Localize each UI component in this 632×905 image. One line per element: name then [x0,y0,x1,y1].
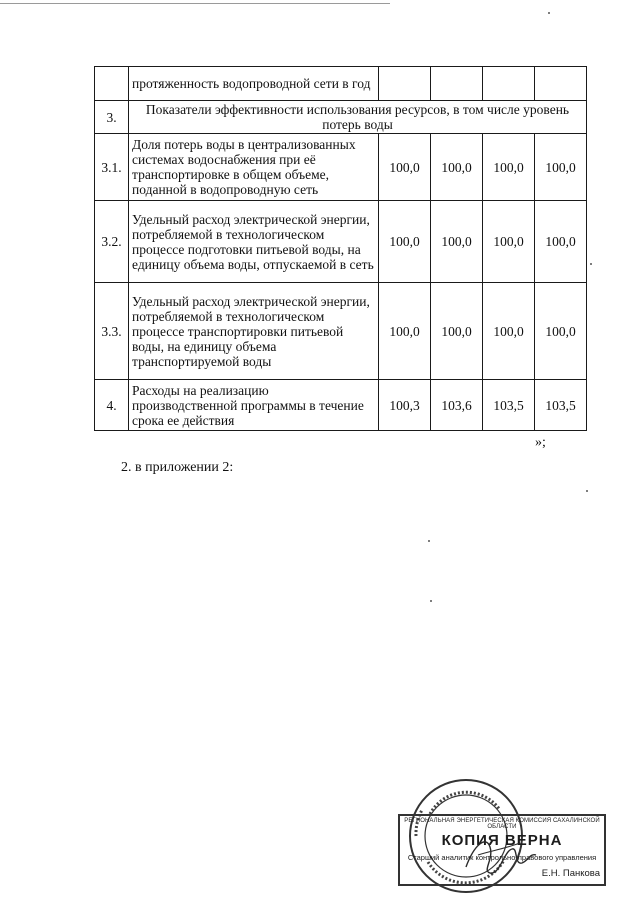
row-value: 100,0 [379,201,431,283]
row-number: 3.1. [95,134,129,201]
stamp-person: Е.Н. Панкова [541,868,600,879]
row-value: 100,0 [379,134,431,201]
stamp-organization: РЕГИОНАЛЬНАЯ ЭНЕРГЕТИЧЕСКАЯ КОМИССИЯ САХАЛИНСКОЙ ОБЛАСТИ [404,818,600,830]
row-value: 100,0 [535,283,587,380]
row-value: 100,0 [483,134,535,201]
row-value: 103,6 [431,380,483,431]
row-description: Доля потерь воды в централизованных системах водоснабжения при её транспортировке в общем объеме, поданной в водопроводную сеть [129,134,379,201]
scan-speck [590,263,592,265]
stamp-title: КОПИЯ ВЕРНА [441,832,563,849]
signature-icon [460,825,540,885]
scan-speck [428,540,430,542]
row-number: 3. [95,101,129,134]
row-value: 100,0 [431,283,483,380]
row-description: Удельный расход электрической энергии, потребляемой в технологическом процессе подготовки питьевой воды, на единицу объема воды, отпускаемой в сеть [129,201,379,283]
row-number: 3.2. [95,201,129,283]
row-value: 100,3 [379,380,431,431]
row-value: 100,0 [483,283,535,380]
table-row [95,67,587,101]
next-point-text: 2. в приложении 2: [121,460,234,475]
scan-speck [586,490,588,492]
table-row [95,201,587,283]
row-value [379,67,431,101]
row-value: 100,0 [431,201,483,283]
scan-speck [548,12,550,14]
row-value: 100,0 [483,201,535,283]
scan-top-line [0,3,390,4]
certification-stamp [390,770,630,905]
row-description: Удельный расход электрической энергии, потребляемой в технологическом процессе транспортировки питьевой воды, на единицу объема транспортируемой воды [129,283,379,380]
row-value: 103,5 [483,380,535,431]
row-number: 3.3. [95,283,129,380]
row-value [483,67,535,101]
table-row [95,283,587,380]
stamp-role: Старший аналитик контрольно-правового управления [407,853,597,862]
row-value [431,67,483,101]
row-value: 103,5 [535,380,587,431]
row-description: Расходы на реализацию производственной программы в течение срока ее действия [129,380,379,431]
scan-speck [430,600,432,602]
section-title: Показатели эффективности использования ресурсов, в том числе уровень потерь воды [129,101,587,134]
row-value: 100,0 [379,283,431,380]
row-value: 100,0 [535,134,587,201]
table-row [95,380,587,431]
row-value: 100,0 [535,201,587,283]
row-value [535,67,587,101]
row-number: 4. [95,380,129,431]
table-row [95,134,587,201]
row-value: 100,0 [431,134,483,201]
row-description: протяженность водопроводной сети в год [129,67,379,101]
section-row [95,101,587,134]
closing-quote-mark: »; [535,435,546,450]
row-number [95,67,129,101]
indicators-table [94,66,587,431]
